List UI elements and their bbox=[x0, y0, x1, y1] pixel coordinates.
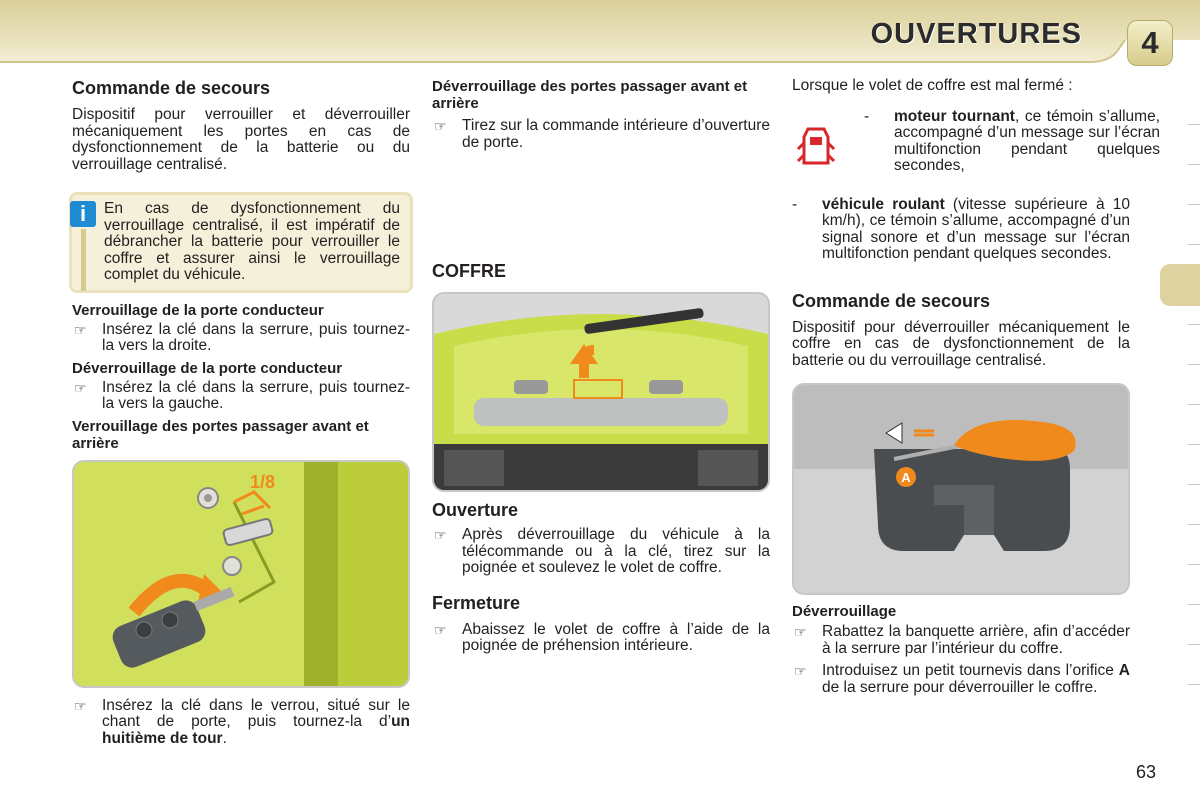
bullet-text: Rabattez la banquette arrière, afin d’accéder à la serrure par l’intérieur du coffre. bbox=[822, 623, 1130, 657]
warning-bold-1: moteur tournant bbox=[894, 107, 1015, 125]
bullet-text: Insérez la clé dans la serrure, puis tournez-la vers la gauche. bbox=[102, 378, 410, 412]
door-lock-figure bbox=[72, 460, 410, 688]
warning-text-1-body: , ce témoin s’allume, accompagné d’un message sur l’écran multifonction pendant quelques secondes, bbox=[894, 107, 1161, 174]
chapter-number: 4 bbox=[1127, 20, 1173, 66]
tab-marker bbox=[1188, 364, 1200, 365]
section-title: COFFRE bbox=[432, 261, 506, 281]
bullet-item bbox=[792, 663, 1130, 696]
tab-marker bbox=[1188, 404, 1200, 405]
tab-marker bbox=[1188, 524, 1200, 525]
intro-paragraph: Dispositif pour déverrouiller mécaniquement le coffre en cas de dysfonctionnement de la batterie ou du verrouillage centralisé. bbox=[792, 318, 1130, 369]
bullet-item bbox=[72, 380, 410, 413]
bullet-text: Abaissez le volet de coffre à l’aide de la poignée de préhension intérieure. bbox=[462, 620, 770, 654]
section-title: Ouverture bbox=[432, 500, 519, 520]
bullet-text: Après déverrouillage du véhicule à la télécommande ou à la clé, tirez sur la poignée et soulevez le volet de coffre. bbox=[462, 526, 770, 576]
bullet-item bbox=[432, 527, 770, 577]
dash-symbol: - bbox=[792, 195, 798, 213]
bullet-item bbox=[72, 698, 410, 748]
bullet-bold-text: un huitième de tour bbox=[102, 713, 410, 747]
trunk-illustration bbox=[434, 294, 768, 490]
chapter-title: OUVERTURES bbox=[870, 18, 1082, 50]
trunk-figure bbox=[432, 292, 770, 492]
page-number: 63 bbox=[1136, 762, 1157, 782]
pointing-hand-icon: ☞ bbox=[794, 624, 807, 640]
active-chapter-tab bbox=[1160, 264, 1200, 306]
trunk-lock-illustration bbox=[794, 385, 1128, 593]
chapter-tabs bbox=[1160, 84, 1200, 800]
section-title: Commande de secours bbox=[792, 290, 991, 311]
bullet-item bbox=[432, 118, 770, 151]
trunk-lock-figure bbox=[792, 383, 1130, 595]
column-middle bbox=[432, 78, 770, 655]
bullet-item bbox=[432, 622, 770, 655]
intro-paragraph: Lorsque le volet de coffre est mal fermé : bbox=[792, 77, 1073, 94]
figure-label: 1/8 bbox=[250, 471, 276, 492]
info-box bbox=[72, 195, 410, 290]
info-block bbox=[72, 195, 410, 290]
subsection-title: Déverrouillage de la porte conducteur bbox=[72, 359, 343, 377]
section-title: Fermeture bbox=[432, 592, 521, 613]
warning-text-2-body: (vitesse supérieure à 10 km/h), ce témoin s’allume, accompagné d’un signal sonore et d’un message sur l’écran multifonction pendant quelques secondes. bbox=[822, 195, 1130, 262]
intro-paragraph: Dispositif pour verrouiller et déverrouiller mécaniquement les portes en cas de dysfonctionnement de la batterie ou du verrouillage centralisé. bbox=[72, 106, 410, 173]
pointing-hand-icon: ☞ bbox=[434, 118, 447, 134]
pointing-hand-icon: ☞ bbox=[794, 663, 807, 679]
pointing-hand-icon: ☞ bbox=[74, 379, 87, 396]
info-icon-stem bbox=[81, 229, 86, 291]
info-text: En cas de dysfonctionnement du verrouillage centralisé, il est impératif de débrancher la batterie pour verrouiller le coffre et assurer ainsi le verrouillage complet du véhicule. bbox=[104, 200, 400, 283]
tab-marker bbox=[1188, 324, 1200, 325]
tab-marker bbox=[1188, 164, 1200, 165]
tab-marker bbox=[1188, 484, 1200, 485]
bullet-text: Introduisez un petit tournevis dans l’orifice bbox=[822, 662, 1119, 679]
tab-marker bbox=[1188, 124, 1200, 125]
dash-symbol: - bbox=[864, 107, 870, 125]
tab-marker bbox=[1188, 444, 1200, 445]
warning-item-1 bbox=[792, 107, 1161, 191]
tab-marker bbox=[1188, 204, 1200, 205]
column-left bbox=[72, 78, 410, 747]
bullet-text: Tirez sur la commande intérieure d’ouverture de porte. bbox=[462, 117, 770, 151]
bullet-text: Insérez la clé dans le verrou, situé sur le chant de porte, puis tournez-la d’ bbox=[102, 696, 410, 730]
tab-marker bbox=[1188, 564, 1200, 565]
section-title: Commande de secours bbox=[72, 78, 271, 98]
orifice-label: A bbox=[901, 470, 911, 485]
pointing-hand-icon: ☞ bbox=[434, 527, 447, 543]
bullet-text-end: . bbox=[222, 729, 227, 747]
warning-bold-2: véhicule roulant bbox=[822, 195, 945, 213]
bullet-text: Insérez la clé dans la serrure, puis tournez-la vers la droite. bbox=[102, 320, 410, 354]
tab-marker bbox=[1188, 644, 1200, 645]
bullet-bold-text: A bbox=[1118, 662, 1130, 679]
tab-marker bbox=[1188, 684, 1200, 685]
warning-text-1 bbox=[864, 109, 1160, 175]
subsection-title: Verrouillage de la porte conducteur bbox=[72, 301, 324, 319]
pointing-hand-icon: ☞ bbox=[74, 697, 87, 714]
subsection-title: Déverrouillage des portes passager avant et arrière bbox=[432, 78, 748, 112]
pointing-hand-icon: ☞ bbox=[434, 621, 447, 638]
bullet-item bbox=[792, 624, 1130, 657]
warning-item-2 bbox=[792, 197, 1130, 263]
bullet-text-end: de la serrure pour déverrouiller le coffre. bbox=[822, 678, 1098, 696]
column-right bbox=[792, 77, 1161, 696]
tab-marker bbox=[1188, 244, 1200, 245]
door-open-warning-icon bbox=[796, 123, 836, 169]
subsection-title: Déverrouillage bbox=[792, 603, 897, 620]
bullet-item bbox=[72, 322, 410, 355]
door-lock-illustration bbox=[74, 462, 408, 686]
info-icon: i bbox=[70, 201, 96, 227]
tab-marker bbox=[1188, 604, 1200, 605]
pointing-hand-icon: ☞ bbox=[74, 321, 87, 338]
subsection-title: Verrouillage des portes passager avant et arrière bbox=[72, 417, 369, 452]
